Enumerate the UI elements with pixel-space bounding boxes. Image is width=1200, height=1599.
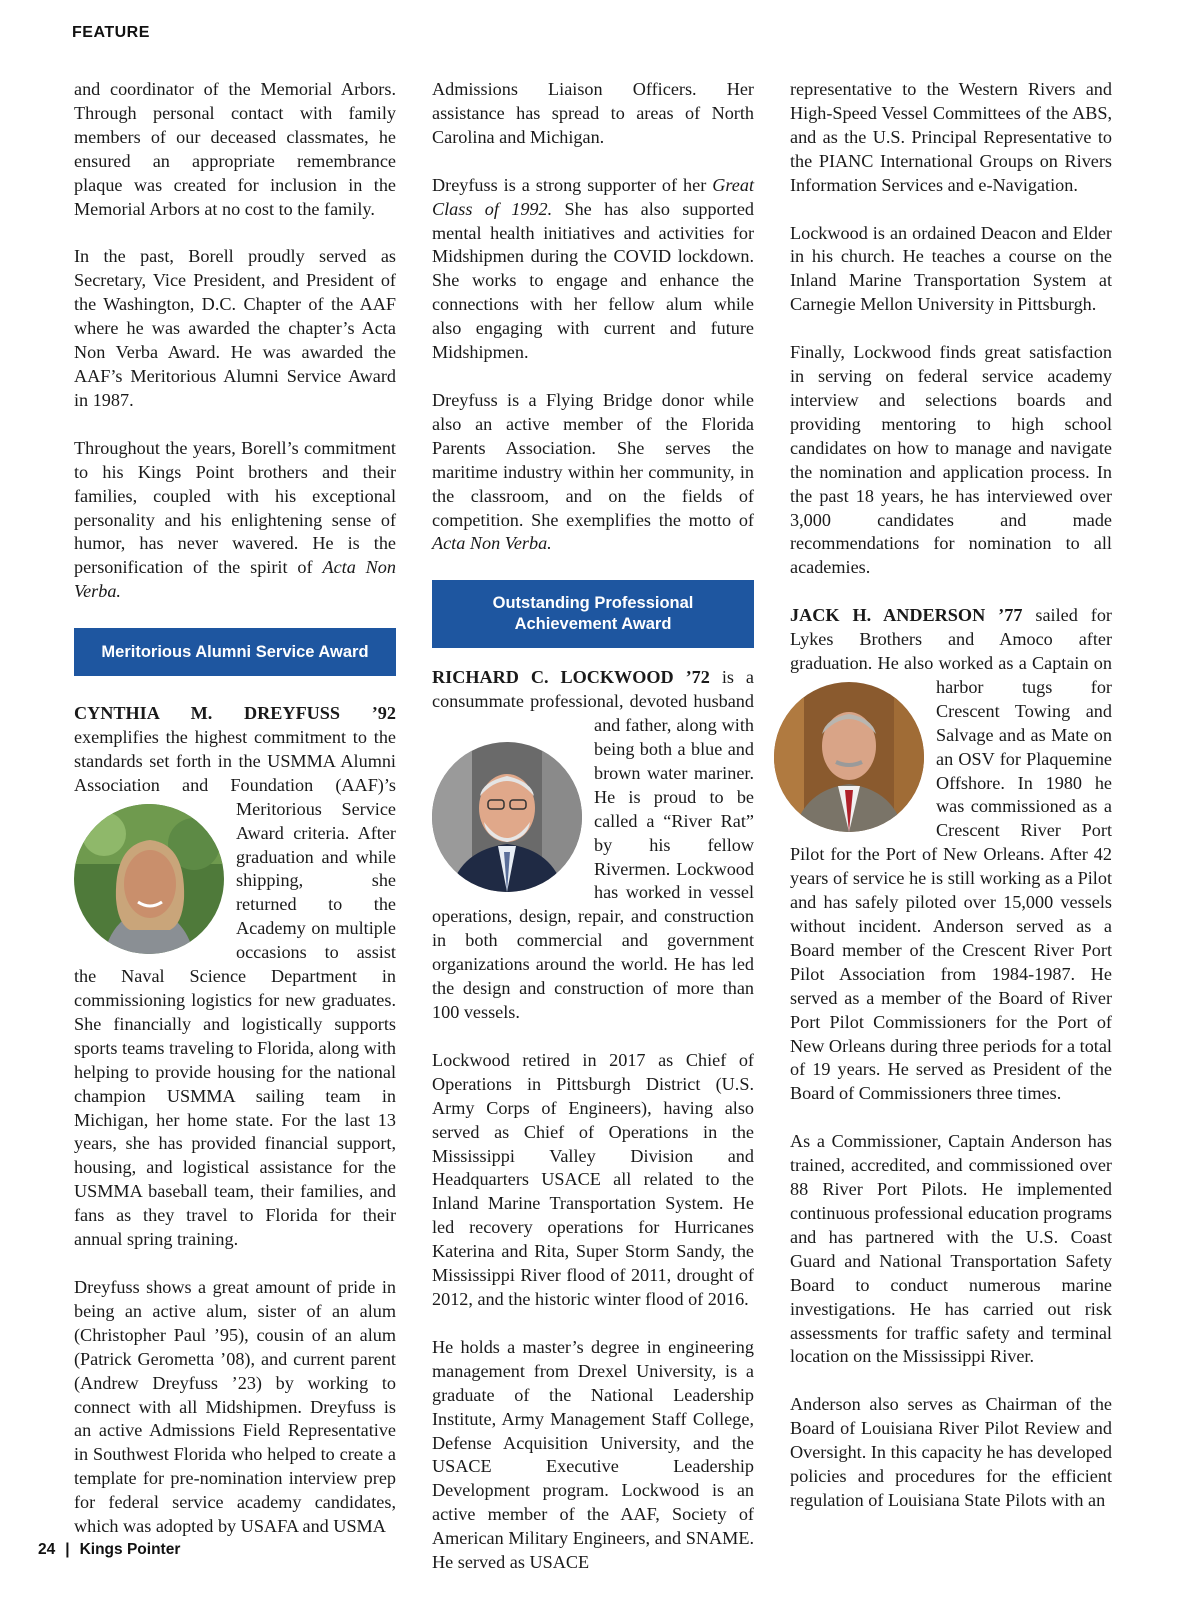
portrait-dreyfuss — [74, 804, 224, 954]
column-1 — [74, 78, 396, 1563]
paragraph: He holds a master’s degree in engineering management from Drexel University, is a graduate of the National Leadership Institute, Army Management Staff College, Defense Acquisition University, and the USACE Executive Leadership Development program. Lockwood is an active member of the AAF, Society of American Military Engineers, and SNAME. He served as USACE — [432, 1336, 754, 1573]
paragraph: Dreyfuss shows a great amount of pride in being an active alum, sister of an alum (Christopher Paul ’95), cousin of an alum (Patrick Gerometta ’08), and current parent (Andrew Dreyfuss ’23) by working to connect with all Midshipmen. Dreyfuss is an active Admissions Field Representative in Southwest Florida who helped to create a template for pre-nomination interview prep for federal service academy candidates, which was adopted by USAFA and USMA — [74, 1276, 396, 1537]
paragraph: Finally, Lockwood finds great satisfaction in serving on federal service academy interview and selections boards and providing mentoring to high school candidates on how to manage and navigate the nomination and application process. In the past 18 years, he has interviewed over 3,000 candidates and made recommendations for nomination to all academies. — [790, 342, 1112, 578]
paragraph: Dreyfuss is a Flying Bridge donor while also an active member of the Florida Parents Association. She serves the maritime industry within her community, in the classroom, and on the fields of competition. She exemplifies the motto of Acta Non Verba. — [432, 389, 754, 554]
award-heading-professional: Outstanding Professional Achievement Award — [432, 580, 754, 648]
page-number: 24 — [38, 1541, 56, 1558]
column-2 — [432, 78, 754, 1599]
paragraph: and coordinator of the Memorial Arbors. Through personal contact with family members of our deceased classmates, he ensured an appropriate remembrance plaque was created for inclusion in the Memorial Arbors at no cost to the family. — [74, 79, 396, 219]
paragraph: Lockwood is an ordained Deacon and Elder in his church. He teaches a course on the Inland Marine Transportation System at Carnegie Mellon University in Pittsburgh. — [790, 222, 1112, 315]
paragraph: CYNTHIA M. DREYFUSS ’92 exemplifies the highest commitment to the standards set forth in the USMMA Alumni Association and Foundation (AAF)’s Meritorious Service Award criteria. After graduation and while shipping, she returned to the Academy on multiple occasions to assist the Naval Science Department in commissioning logistics for new graduates. She financially and logistically supports sports teams traveling to Florida, along with helping to provide housing for the national champion USMMA sailing team in Michigan, her home state. For the last 13 years, she has provided financial support, housing, and logistical assistance for the USMMA baseball team, their families, and fans as they travel to Florida for their annual spring training. — [74, 703, 396, 1250]
column-3 — [790, 78, 1112, 1537]
paragraph: In the past, Borell proudly served as Secretary, Vice President, and President of the Washington, D.C. Chapter of the AAF where he was awarded the chapter’s Acta Non Verba Award. He was awarded the AAF’s Meritorious Alumni Service Award in 1987. — [74, 246, 396, 410]
paragraph: Dreyfuss is a strong supporter of her Great Class of 1992. She has also supported mental health initiatives and activities for Midshipmen during the COVID lockdown. She works to engage and enhance the connections with her fellow alum while also engaging with current and future Midshipmen. — [432, 174, 754, 363]
section-label: FEATURE — [72, 24, 150, 41]
paragraph: JACK H. ANDERSON ’77 sailed for Lykes Brothers and Amoco after graduation. He also worked as a Captain on harbor tugs for Crescent Towing and Salvage and as Mate on an OSV for Plaquemine Offshore. In 1980 he was commissioned as a Crescent River Port Pilot for the Port of New Orleans. After 42 years of service he is still working as a Pilot and has safely piloted over 15,000 vessels without incident. Anderson served as a Board member of the Crescent River Port Pilot Association from 1984-1987. He served as a member of the Board of River Port Pilot Commissioners for the Port of New Orleans during three periods for a total of 19 years. He served as President of the Board of Commissioners three times. — [790, 604, 1112, 1106]
paragraph: Anderson also serves as Chairman of the Board of Louisiana River Pilot Review and Oversight. In this capacity he has developed policies and procedures for the efficient regulation of Louisiana State Pilots with an — [790, 1394, 1112, 1510]
portrait-anderson — [774, 682, 924, 832]
paragraph: RICHARD C. LOCKWOOD ’72 is a consummate professional, devoted husband and father, along with being both a blue and brown water mariner. He is proud to be called a “River Rat” by his fellow Rivermen. Lockwood has worked in vessel operations, design, repair, and construction in both commercial and government organizations around the world. He has led the design and construction of more than 100 vessels. — [432, 667, 754, 1022]
paragraph: Lockwood retired in 2017 as Chief of Operations in Pittsburgh District (U.S. Army Corps of Engineers), having also served as Chief of Operations in the Mississippi Valley Division and Headquarters USACE all related to the Inland Marine Transportation System. He led recovery operations for Hurricanes Katerina and Rita, Super Storm Sandy, the Mississippi River flood of 2011, drought of 2012, and the historic winter flood of 2016. — [432, 1049, 754, 1309]
award-heading-meritorious: Meritorious Alumni Service Award — [74, 628, 396, 676]
portrait-lockwood — [432, 742, 582, 892]
publication-name: Kings Pointer — [79, 1541, 181, 1558]
paragraph: Throughout the years, Borell’s commitment to his Kings Point brothers and their families, coupled with his exceptional personality and his enlightening sense of humor, has never wavered. He is the personification of the spirit of Acta Non Verba. — [74, 437, 396, 602]
footer-separator: | — [65, 1541, 70, 1558]
page-footer — [38, 1541, 180, 1559]
paragraph: As a Commissioner, Captain Anderson has trained, accredited, and commissioned over 88 River Port Pilots. He implemented continuous professional education programs and has partnered with the U.S. Coast Guard and National Transportation Safety Board to conduct numerous marine investigations. He has carried out risk assessments for traffic safety and terminal location on the Mississippi River. — [790, 1131, 1112, 1367]
paragraph: representative to the Western Rivers and High-Speed Vessel Committees of the ABS, and as the U.S. Principal Representative to the PIANC International Groups on Rivers Information Services and e-Navigation. — [790, 79, 1112, 195]
paragraph: Admissions Liaison Officers. Her assistance has spread to areas of North Carolina and Michigan. — [432, 79, 754, 147]
